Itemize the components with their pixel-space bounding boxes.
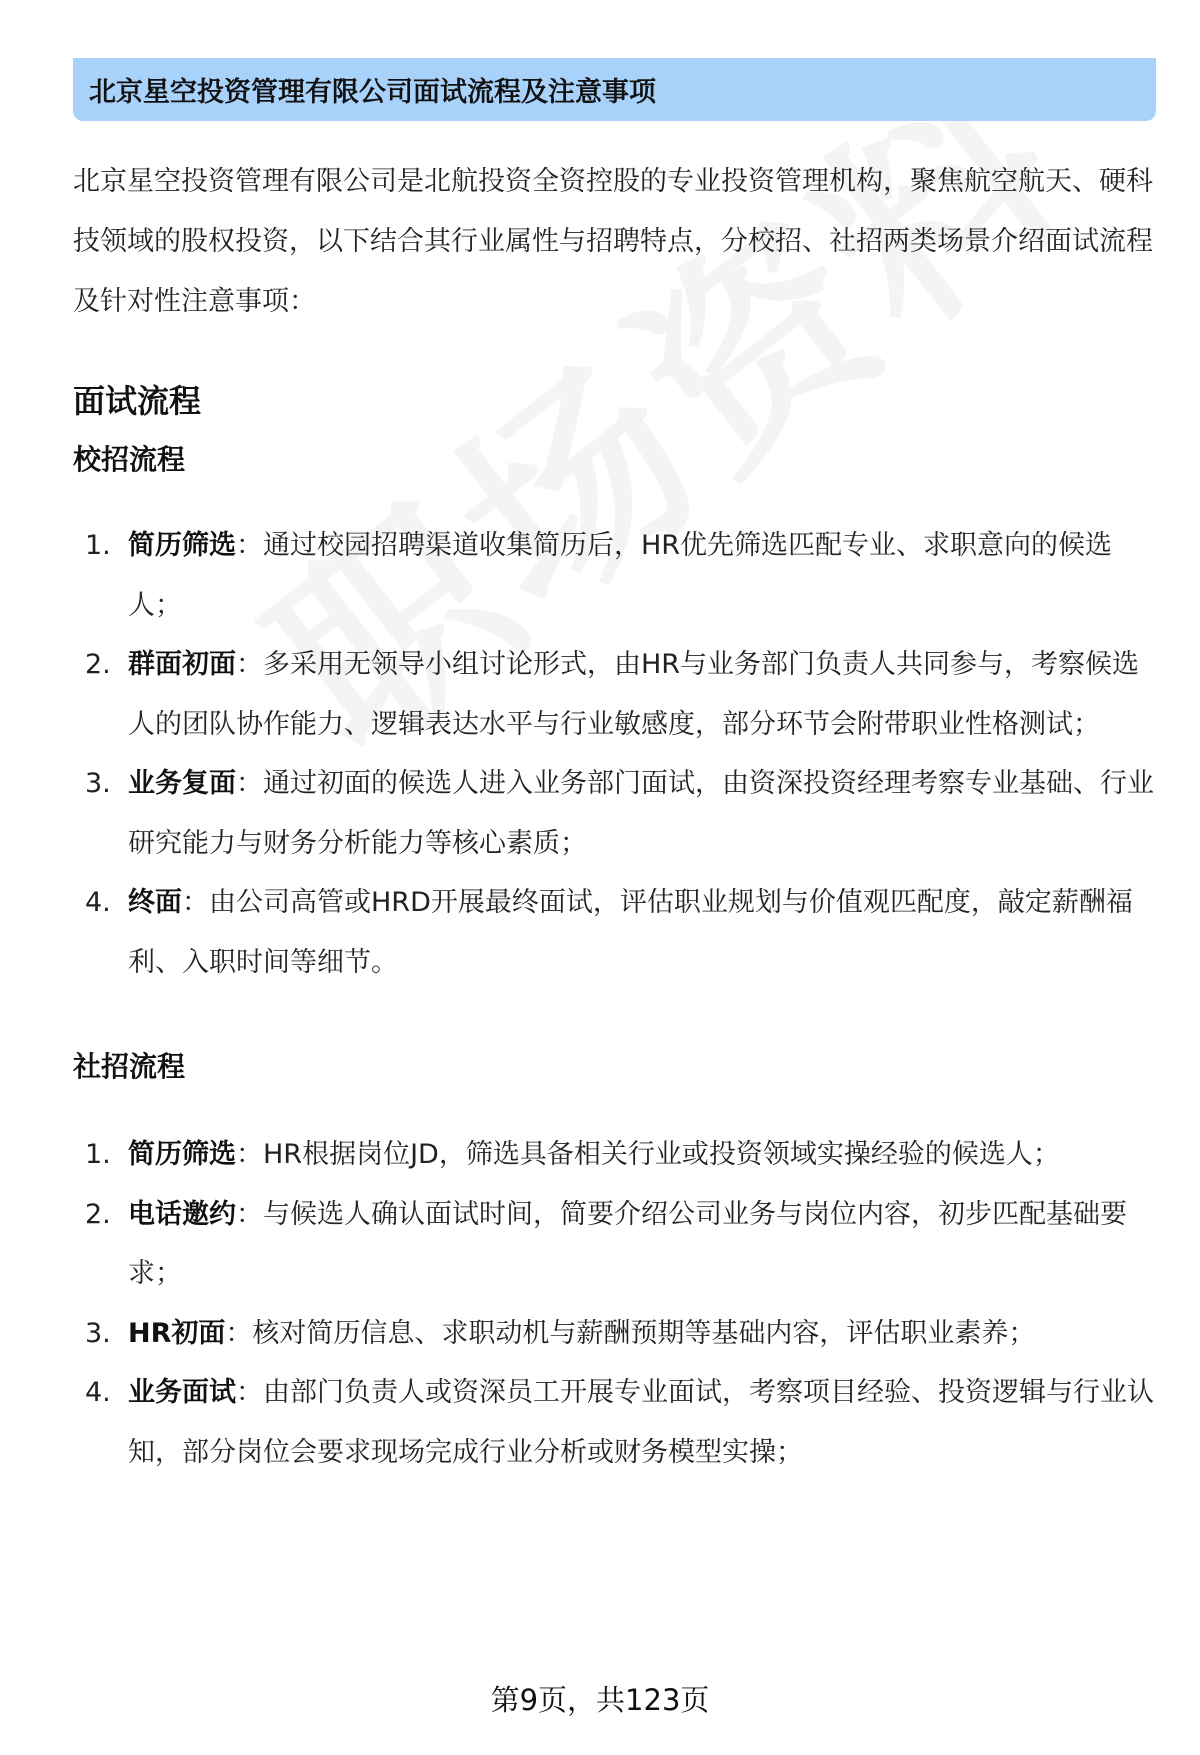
list-item (73, 635, 1163, 754)
list-item (73, 754, 1163, 873)
step-term: 群面初面 (128, 649, 236, 680)
step-term: 业务面试 (128, 1377, 236, 1408)
step-text: ：核对简历信息、求职动机与薪酬预期等基础内容，评估职业素养； (225, 1317, 1036, 1349)
list-number: 4. (85, 887, 111, 918)
campus-heading: 校招流程 (73, 443, 186, 476)
list-number: 3. (85, 768, 111, 799)
list-item (73, 1125, 1163, 1185)
list-item (73, 516, 1163, 635)
section-heading: 面试流程 (73, 382, 202, 420)
step-term: 业务复面 (128, 768, 236, 799)
list-number: 2. (85, 649, 111, 680)
step-term: 终面 (128, 887, 182, 918)
intro-paragraph: 北京星空投资管理有限公司是北航投资全资控股的专业投资管理机构，聚焦航空航天、硬科技领域的股权投资，以下结合其行业属性与招聘特点，分校招、社招两类场景介绍面试流程及针对性注意事项： (73, 166, 1153, 317)
step-text: ：与候选人确认面试时间，简要介绍公司业务与岗位内容，初步匹配基础要求； (128, 1198, 1127, 1289)
step-term: HR初面 (128, 1317, 226, 1349)
list-item (73, 1363, 1163, 1482)
step-text: ：由公司高管或HRD开展最终面试，评估职业规划与价值观匹配度，敲定薪酬福利、入职时间等细节。 (128, 887, 1133, 978)
list-number: 2. (85, 1198, 111, 1230)
step-text: ：多采用无领导小组讨论形式，由HR与业务部门负责人共同参与，考察候选人的团队协作能力、逻辑表达水平与行业敏感度，部分环节会附带职业性格测试； (128, 649, 1140, 740)
document-title: 北京星空投资管理有限公司面试流程及注意事项 (89, 77, 656, 108)
list-number: 4. (85, 1377, 111, 1408)
social-steps-list (73, 1125, 1163, 1482)
list-number: 1. (85, 530, 111, 561)
step-text: ：HR根据岗位JD，筛选具备相关行业或投资领域实操经验的候选人； (236, 1139, 1060, 1170)
list-item (73, 873, 1163, 992)
step-text: ：通过校园招聘渠道收集简历后，HR优先筛选匹配专业、求职意向的候选人； (128, 530, 1113, 621)
step-term: 电话邀约 (128, 1198, 236, 1230)
campus-steps-list (73, 516, 1163, 992)
step-term: 简历筛选 (128, 1139, 236, 1170)
step-term: 简历筛选 (128, 530, 236, 561)
step-text: ：由部门负责人或资深员工开展专业面试，考察项目经验、投资逻辑与行业认知，部分岗位会要求现场完成行业分析或财务模型实操； (128, 1377, 1154, 1468)
step-text: ：通过初面的候选人进入业务部门面试，由资深投资经理考察专业基础、行业研究能力与财务分析能力等核心素质； (128, 768, 1154, 859)
page-footer: 第9页，共123页 (490, 1683, 710, 1717)
social-heading: 社招流程 (73, 1050, 186, 1083)
list-item (73, 1304, 1163, 1364)
list-number: 1. (85, 1139, 111, 1170)
title-banner (73, 58, 1156, 121)
list-item (73, 1185, 1163, 1304)
list-number: 3. (85, 1317, 111, 1349)
